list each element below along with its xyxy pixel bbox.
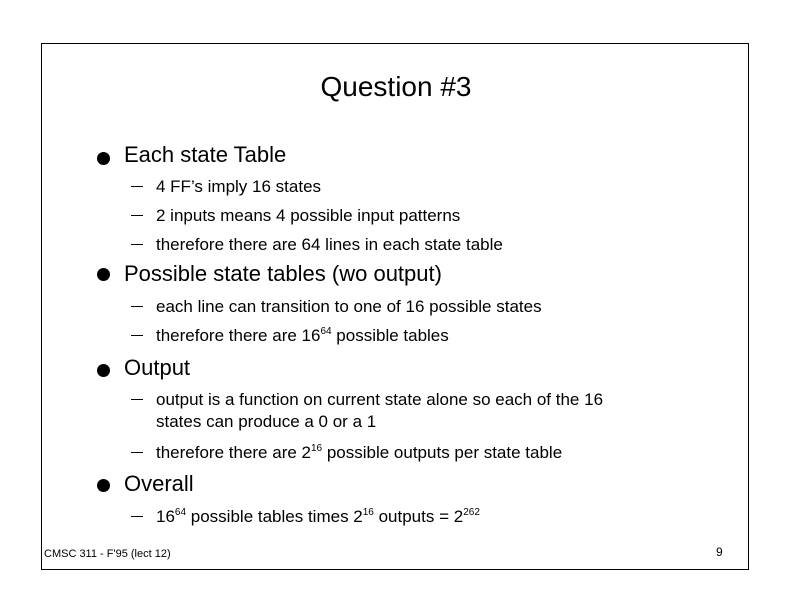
page-number: 9 <box>716 545 723 559</box>
sub-bullet-dash <box>131 186 143 187</box>
bullet-possible-state-tables: Possible state tables (wo output) <box>124 261 442 286</box>
sub-bullet-dash <box>131 306 143 307</box>
bullet-dot <box>97 152 110 165</box>
sub-bullet-dash <box>131 399 143 400</box>
text-segment: possible tables times 2 <box>186 507 363 526</box>
bullet-dot <box>97 268 110 281</box>
sub-bullet-ffs-imply-states: 4 FF’s imply 16 states <box>156 177 322 196</box>
bullet-dot <box>97 364 110 377</box>
sub-bullet-dash <box>131 452 143 453</box>
bullet-each-state-table: Each state Table <box>124 142 287 167</box>
text-segment: possible outputs per state table <box>322 443 563 462</box>
sub-bullet-possible-tables <box>156 325 449 346</box>
sub-bullet-dash <box>131 215 143 216</box>
exponent: 64 <box>174 507 187 518</box>
text-segment: therefore there are 2 <box>156 443 311 462</box>
sub-bullet-output-function-line1: output is a function on current state alone so each of the 16 <box>156 390 604 409</box>
bullet-overall: Overall <box>124 471 194 496</box>
exponent: 262 <box>463 507 480 518</box>
sub-bullet-dash <box>131 244 143 245</box>
text-segment: 16 <box>156 507 175 526</box>
sub-bullet-lines-per-table: therefore there are 64 lines in each state table <box>156 235 503 254</box>
exponent: 16 <box>310 443 323 454</box>
text-segment: possible tables <box>331 326 449 345</box>
sub-bullet-dash <box>131 335 143 336</box>
sub-bullet-input-patterns: 2 inputs means 4 possible input patterns <box>156 206 461 225</box>
sub-bullet-output-function-line2: states can produce a 0 or a 1 <box>156 412 377 431</box>
text-segment: therefore there are 16 <box>156 326 321 345</box>
text-segment: outputs = 2 <box>373 507 464 526</box>
exponent: 64 <box>320 326 332 337</box>
sub-bullet-possible-outputs <box>156 442 562 463</box>
sub-bullet-dash <box>131 516 143 517</box>
slide-title: Question #3 <box>320 71 472 102</box>
sub-bullet-transitions: each line can transition to one of 16 possible states <box>156 297 542 316</box>
bullet-output: Output <box>124 355 191 380</box>
bullet-dot <box>97 479 110 492</box>
footer-course-label: CMSC 311 - F'95 (lect 12) <box>44 548 171 560</box>
exponent: 16 <box>362 507 374 518</box>
sub-bullet-overall-total <box>156 506 480 527</box>
